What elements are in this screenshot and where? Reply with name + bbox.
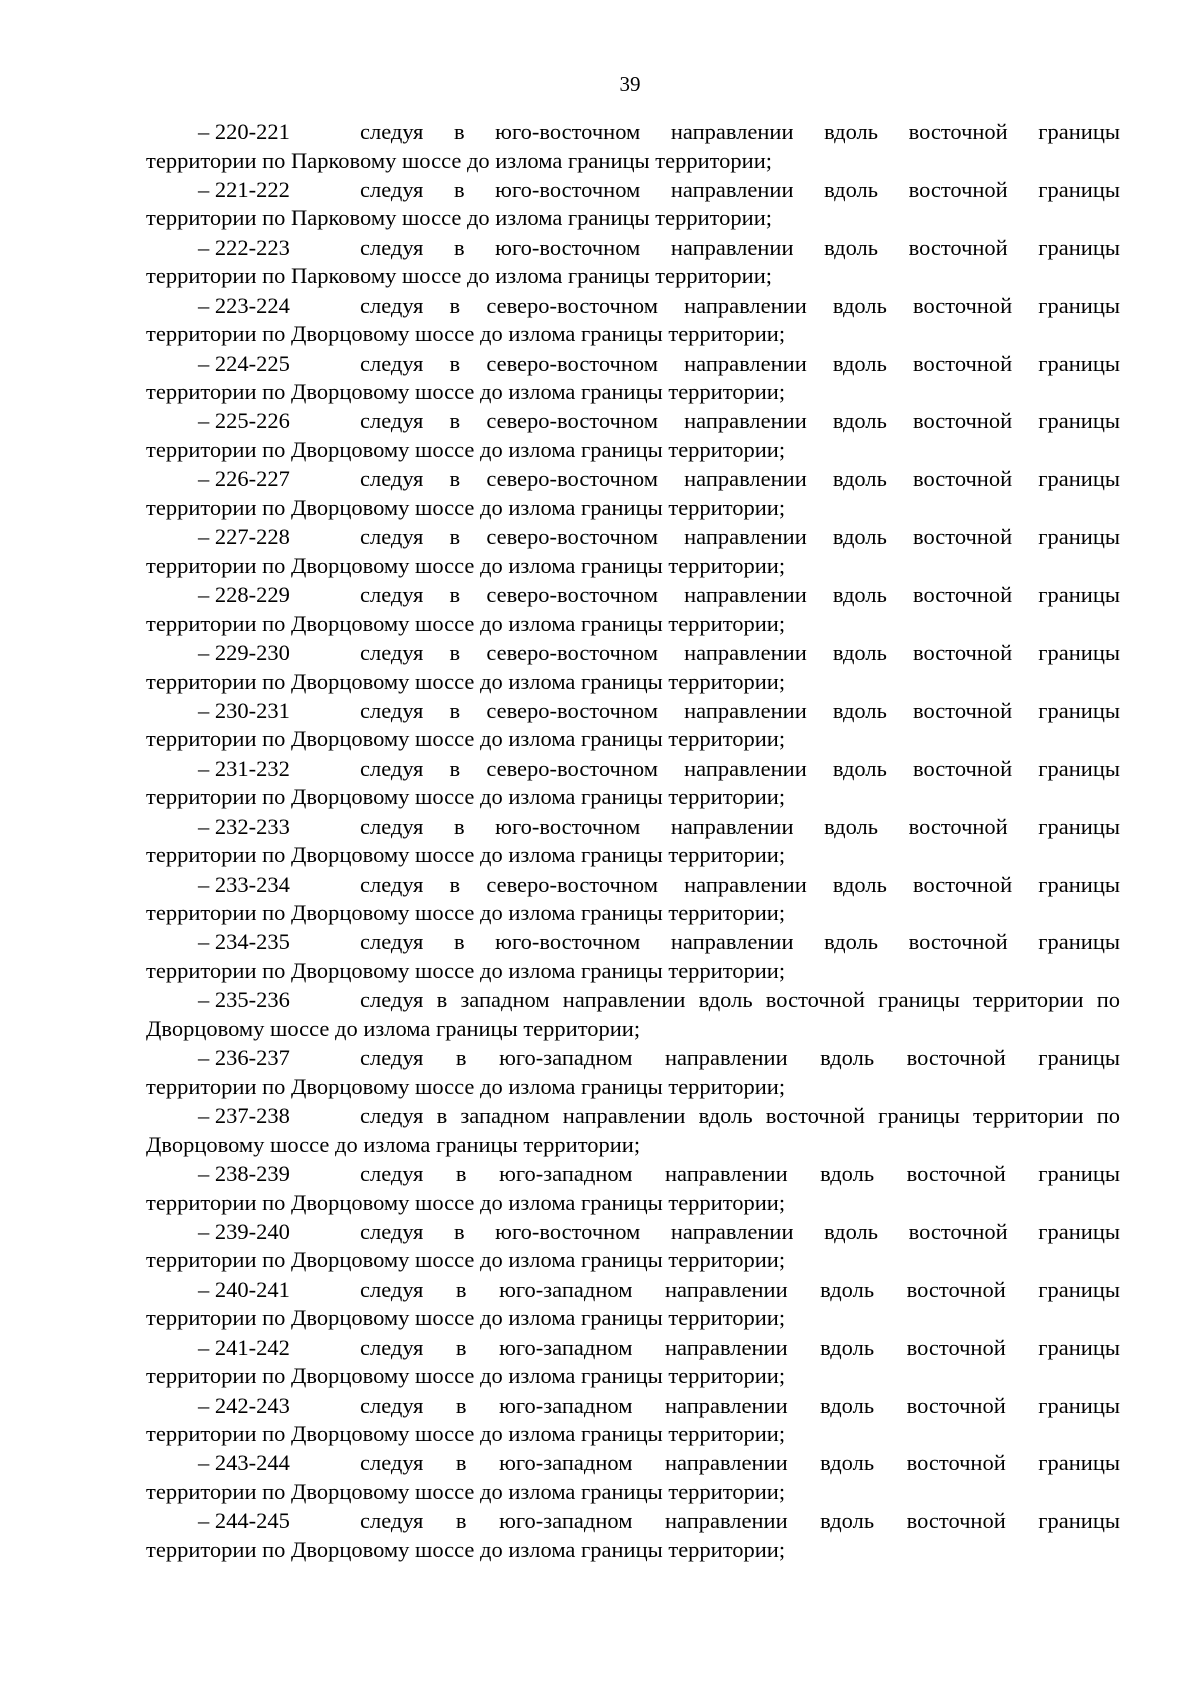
entry-first-line: [146, 1102, 1120, 1131]
entry-first-line: [146, 581, 1120, 610]
segment-description: следуя в северо-восточном направлении вдоль восточной границы: [360, 755, 1120, 781]
segment-number: – 240-241: [198, 1276, 290, 1302]
segment-description: следуя в юго-восточном направлении вдоль восточной границы: [360, 813, 1120, 839]
entry-first-line: [146, 523, 1120, 552]
segment-description-continuation: территории по Дворцовому шоссе до излома границы территории;: [146, 321, 786, 347]
boundary-segment-entry: [146, 1160, 1120, 1218]
boundary-segment-entry: [146, 407, 1120, 465]
boundary-segment-entry: [146, 234, 1120, 292]
segment-number: – 236-237: [198, 1045, 290, 1071]
segment-number: – 235-236: [198, 987, 290, 1013]
segment-description: следуя в северо-восточном направлении вдоль восточной границы: [360, 697, 1120, 723]
entry-first-line: [146, 639, 1120, 668]
entry-first-line: [146, 1392, 1120, 1421]
entry-first-line: [146, 350, 1120, 379]
entry-first-line: [146, 813, 1120, 842]
entry-first-line: [146, 755, 1120, 784]
boundary-segment-entry: [146, 1218, 1120, 1276]
segment-description: следуя в северо-восточном направлении вдоль восточной границы: [360, 524, 1120, 550]
segment-description-continuation: территории по Дворцовому шоссе до излома границы территории;: [146, 1363, 786, 1389]
segment-description: следуя в северо-восточном направлении вдоль восточной границы: [360, 408, 1120, 434]
segment-description: следуя в юго-восточном направлении вдоль восточной границы: [360, 1218, 1120, 1244]
segment-number: – 222-223: [198, 234, 290, 260]
segment-description: следуя в юго-восточном направлении вдоль восточной границы: [360, 929, 1120, 955]
boundary-segment-entry: [146, 871, 1120, 929]
boundary-segment-entry: [146, 350, 1120, 408]
segment-description: следуя в юго-западном направлении вдоль восточной границы: [360, 1045, 1120, 1071]
segment-description-continuation: территории по Дворцовому шоссе до излома границы территории;: [146, 1478, 786, 1504]
entry-first-line: [146, 1160, 1120, 1189]
segment-number: – 232-233: [198, 813, 290, 839]
segment-description: следуя в юго-западном направлении вдоль восточной границы: [360, 1334, 1120, 1360]
segment-number: – 237-238: [198, 1103, 290, 1129]
segment-number: – 223-224: [198, 292, 290, 318]
segment-description-continuation: Дворцовому шоссе до излома границы территории;: [146, 1131, 641, 1157]
boundary-segment-entry: [146, 1044, 1120, 1102]
boundary-segment-entry: [146, 928, 1120, 986]
segment-description-continuation: территории по Дворцовому шоссе до излома границы территории;: [146, 668, 786, 694]
entry-first-line: [146, 1276, 1120, 1305]
segment-number: – 225-226: [198, 408, 290, 434]
segment-description-continuation: территории по Дворцовому шоссе до излома границы территории;: [146, 900, 786, 926]
boundary-segment-entry: [146, 639, 1120, 697]
segment-number: – 238-239: [198, 1161, 290, 1187]
segment-description-continuation: территории по Дворцовому шоссе до излома границы территории;: [146, 610, 786, 636]
boundary-segment-entry: [146, 986, 1120, 1044]
entry-first-line: [146, 234, 1120, 263]
segment-number: – 244-245: [198, 1508, 290, 1534]
segment-description: следуя в северо-восточном направлении вдоль восточной границы: [360, 640, 1120, 666]
segment-description-continuation: территории по Дворцовому шоссе до излома границы территории;: [146, 1305, 786, 1331]
boundary-segment-entry: [146, 1449, 1120, 1507]
entry-first-line: [146, 1334, 1120, 1363]
entry-first-line: [146, 986, 1120, 1015]
segment-description: следуя в северо-восточном направлении вдоль восточной границы: [360, 292, 1120, 318]
segment-description-continuation: территории по Дворцовому шоссе до излома границы территории;: [146, 1247, 786, 1273]
segment-number: – 239-240: [198, 1218, 290, 1244]
segment-description: следуя в северо-восточном направлении вдоль восточной границы: [360, 466, 1120, 492]
segment-description-continuation: территории по Парковому шоссе до излома границы территории;: [146, 147, 773, 173]
entry-first-line: [146, 1507, 1120, 1536]
segment-description-continuation: территории по Дворцовому шоссе до излома границы территории;: [146, 379, 786, 405]
entry-first-line: [146, 292, 1120, 321]
segment-number: – 233-234: [198, 871, 290, 897]
segment-description: следуя в юго-восточном направлении вдоль восточной границы: [360, 176, 1120, 202]
segment-number: – 234-235: [198, 929, 290, 955]
boundary-segment-entry: [146, 1102, 1120, 1160]
boundary-segment-entry: [146, 523, 1120, 581]
segment-number: – 221-222: [198, 176, 290, 202]
segment-number: – 242-243: [198, 1392, 290, 1418]
segment-description: следуя в юго-восточном направлении вдоль восточной границы: [360, 119, 1120, 144]
segment-number: – 224-225: [198, 350, 290, 376]
boundary-segment-entry: [146, 697, 1120, 755]
boundary-segment-entry: [146, 176, 1120, 234]
segment-description-continuation: Дворцовому шоссе до излома границы территории;: [146, 1015, 641, 1041]
entry-first-line: [146, 1044, 1120, 1073]
boundary-segment-entry: [146, 813, 1120, 871]
boundary-segment-entry: [146, 292, 1120, 350]
boundary-segment-entry: [146, 755, 1120, 813]
boundary-segment-entry: [146, 581, 1120, 639]
segment-description-continuation: территории по Дворцовому шоссе до излома границы территории;: [146, 957, 786, 983]
segment-number: – 227-228: [198, 524, 290, 550]
entry-first-line: [146, 1218, 1120, 1247]
segment-description-continuation: территории по Дворцовому шоссе до излома границы территории;: [146, 784, 786, 810]
entry-first-line: [146, 407, 1120, 436]
segment-description: следуя в юго-западном направлении вдоль восточной границы: [360, 1508, 1120, 1534]
segment-description-continuation: территории по Парковому шоссе до излома границы территории;: [146, 263, 773, 289]
boundary-segment-entry: [146, 1392, 1120, 1450]
segment-description-continuation: территории по Дворцовому шоссе до излома границы территории;: [146, 726, 786, 752]
entry-first-line: [146, 465, 1120, 494]
segment-number: – 241-242: [198, 1334, 290, 1360]
segment-number: – 228-229: [198, 582, 290, 608]
segment-number: – 220-221: [198, 119, 290, 144]
boundary-segment-entry: [146, 118, 1120, 176]
segment-description-continuation: территории по Дворцовому шоссе до излома границы территории;: [146, 1189, 786, 1215]
segment-description: следуя в северо-восточном направлении вдоль восточной границы: [360, 582, 1120, 608]
segment-description: следуя в северо-восточном направлении вдоль восточной границы: [360, 350, 1120, 376]
boundary-segment-entry: [146, 1334, 1120, 1392]
segment-number: – 226-227: [198, 466, 290, 492]
segment-number: – 229-230: [198, 640, 290, 666]
segment-description-continuation: территории по Дворцовому шоссе до излома границы территории;: [146, 1421, 786, 1447]
segment-description: следуя в юго-западном направлении вдоль восточной границы: [360, 1392, 1120, 1418]
boundary-segment-entry: [146, 465, 1120, 523]
segment-description-continuation: территории по Дворцовому шоссе до излома границы территории;: [146, 1536, 786, 1562]
segment-description-continuation: территории по Дворцовому шоссе до излома границы территории;: [146, 436, 786, 462]
boundary-segment-list: [146, 118, 1120, 1565]
segment-description: следуя в западном направлении вдоль восточной границы территории по: [360, 1103, 1120, 1129]
segment-description-continuation: территории по Дворцовому шоссе до излома границы территории;: [146, 494, 786, 520]
segment-description: следуя в северо-восточном направлении вдоль восточной границы: [360, 871, 1120, 897]
entry-first-line: [146, 697, 1120, 726]
segment-description: следуя в западном направлении вдоль восточной границы территории по: [360, 987, 1120, 1013]
page-number: 39: [619, 72, 641, 96]
boundary-segment-entry: [146, 1507, 1120, 1565]
segment-number: – 243-244: [198, 1450, 290, 1476]
segment-description: следуя в юго-западном направлении вдоль восточной границы: [360, 1276, 1120, 1302]
segment-description: следуя в юго-восточном направлении вдоль восточной границы: [360, 234, 1120, 260]
entry-first-line: [146, 928, 1120, 957]
boundary-segment-entry: [146, 1276, 1120, 1334]
entry-first-line: [146, 871, 1120, 900]
segment-number: – 230-231: [198, 697, 290, 723]
segment-description-continuation: территории по Дворцовому шоссе до излома границы территории;: [146, 842, 786, 868]
segment-description-continuation: территории по Дворцовому шоссе до излома границы территории;: [146, 552, 786, 578]
entry-first-line: [146, 1449, 1120, 1478]
entry-first-line: [146, 176, 1120, 205]
segment-description: следуя в юго-западном направлении вдоль восточной границы: [360, 1450, 1120, 1476]
segment-number: – 231-232: [198, 755, 290, 781]
segment-description: следуя в юго-западном направлении вдоль восточной границы: [360, 1161, 1120, 1187]
entry-first-line: [146, 118, 1120, 147]
segment-description-continuation: территории по Дворцовому шоссе до излома границы территории;: [146, 1073, 786, 1099]
segment-description-continuation: территории по Парковому шоссе до излома границы территории;: [146, 205, 773, 231]
